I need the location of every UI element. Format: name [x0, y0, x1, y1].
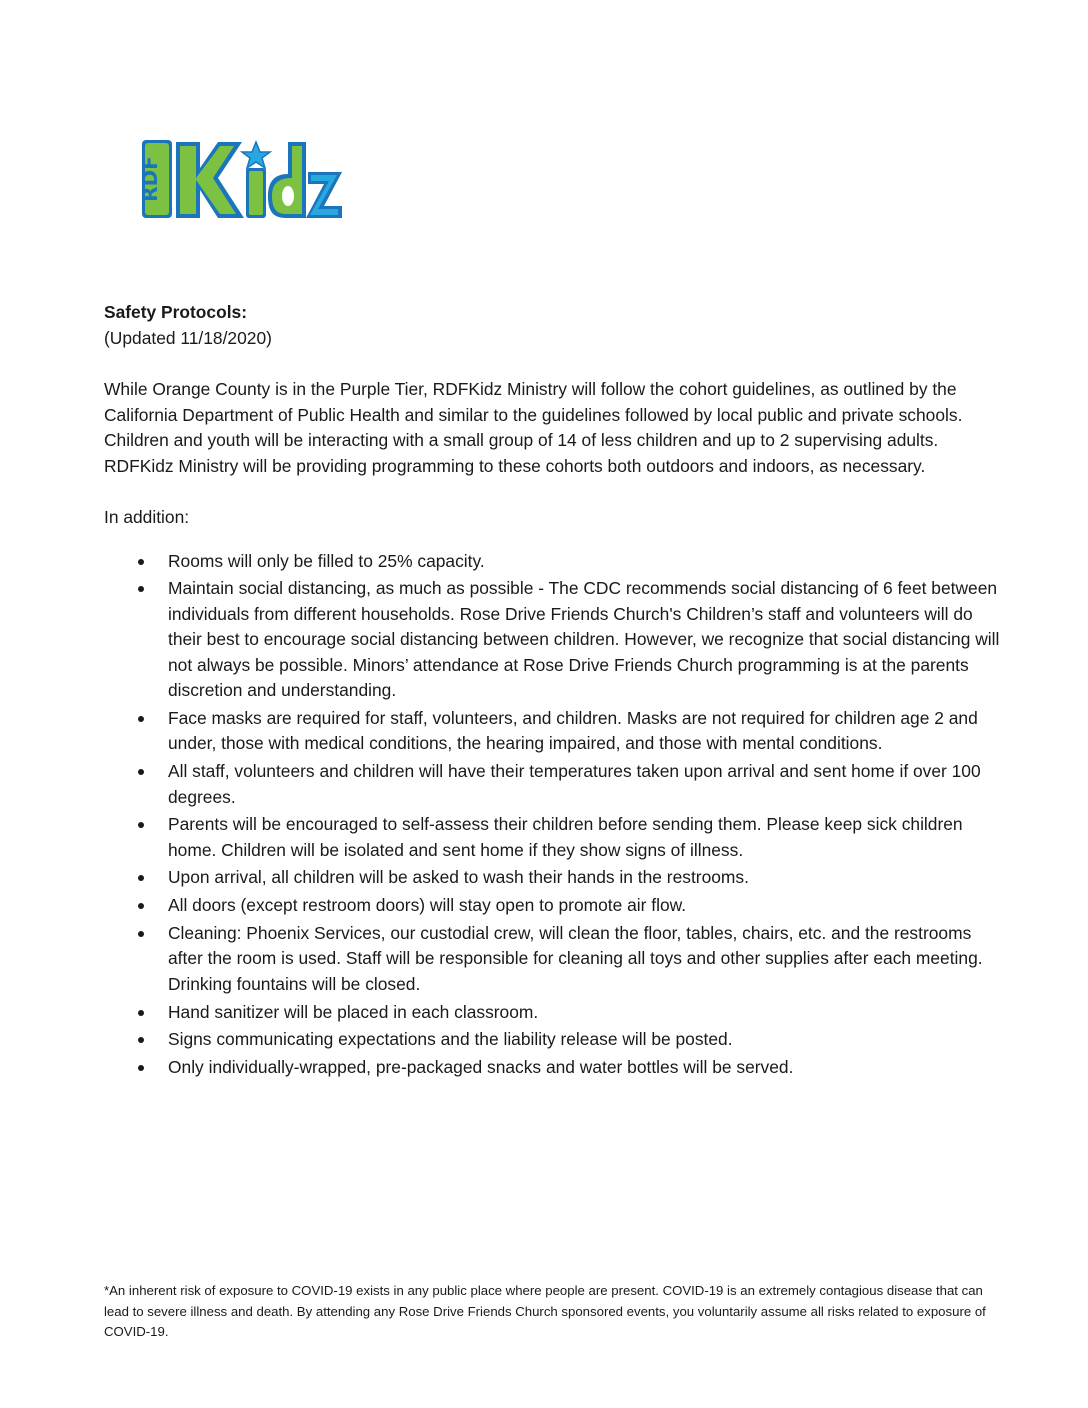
bullet-icon [138, 931, 144, 937]
rdfkidz-logo-icon [138, 134, 344, 224]
list-item [104, 1000, 1004, 1026]
list-item [104, 865, 1004, 891]
updated-date: (Updated 11/18/2020) [104, 327, 272, 348]
addition-label: In addition: [104, 507, 190, 527]
protocol-list [104, 549, 1004, 1081]
list-item [104, 576, 1004, 704]
bullet-icon [138, 1010, 144, 1016]
list-item [104, 1027, 1004, 1053]
list-item-text: Upon arrival, all children will be asked to wash their hands in the restrooms. [168, 867, 749, 888]
list-item [104, 893, 1004, 919]
section-heading: Safety Protocols: [104, 302, 248, 322]
list-item [104, 759, 1004, 810]
list-item-text: Rooms will only be filled to 25% capacity. [168, 550, 485, 571]
bullet-icon [138, 903, 144, 909]
list-item [104, 1055, 1004, 1081]
list-item [104, 706, 1004, 757]
bullet-icon [138, 586, 144, 592]
list-item-text: Face masks are required for staff, volunteers, and children. Masks are not required for children age 2 and under, those with medical conditions, the hearing impaired, and those with mental conditions. [168, 707, 978, 754]
intro-paragraph: While Orange County is in the Purple Tier, RDFKidz Ministry will follow the cohort guidelines, as outlined by the California Department of Public Health and similar to the guidelines followed by local public and private schools. Children and youth will be interacting with a small group of 14 of less children and up to 2 supervising adults. RDFKidz Ministry will be providing programming to these cohorts both outdoors and indoors, as necessary. [104, 379, 963, 476]
list-item-text: Hand sanitizer will be placed in each classroom. [168, 1001, 539, 1022]
list-item [104, 812, 1004, 863]
bullet-icon [138, 559, 144, 565]
rdfkidz-logo [138, 134, 344, 224]
list-item-text: Parents will be encouraged to self-assess their children before sending them. Please keep sick children home. Children will be isolated and sent home if they show signs of illness. [168, 814, 963, 860]
list-item-text: Signs communicating expectations and the liability release will be posted. [168, 1029, 733, 1050]
list-item-text: All staff, volunteers and children will have their temperatures taken upon arrival and sent home if over 100 degrees. [168, 761, 981, 807]
list-item-text: All doors (except restroom doors) will stay open to promote air flow. [168, 895, 687, 916]
list-item-text: Maintain social distancing, as much as possible - The CDC recommends social distancing of 6 feet between individuals from different households. Rose Drive Friends Church's Children’s staff and volunteers will do their best to encourage social distancing between children. However, we recognize that social distancing will not always be possible. Minors’ attendance at Rose Drive Friends Church programming is at the parents discretion and understanding. [168, 578, 1000, 701]
list-item [104, 921, 1004, 998]
document-body [104, 300, 1004, 1083]
bullet-icon [138, 822, 144, 828]
bullet-icon [138, 875, 144, 881]
footnote: *An inherent risk of exposure to COVID-19 exists in any public place where people are present. COVID-19 is an extremely contagious disease that can lead to severe illness and death. By attending any Rose Drive Friends Church sponsored events, you voluntarily assume all risks related to exposure of COVID-19. [104, 1283, 986, 1340]
list-item-text: Only individually-wrapped, pre-packaged snacks and water bottles will be served. [168, 1056, 794, 1077]
bullet-icon [138, 1065, 144, 1071]
svg-text:RDF: RDF [138, 156, 162, 202]
list-item-text: Cleaning: Phoenix Services, our custodial crew, will clean the floor, tables, chairs, etc. and the restrooms after the room is used. Staff will be responsible for cleaning all toys and other supplies after each meeting. Drinking fountains will be closed. [168, 922, 983, 994]
bullet-icon [138, 769, 144, 775]
list-item [104, 549, 1004, 575]
bullet-icon [138, 1037, 144, 1043]
bullet-icon [138, 716, 144, 722]
